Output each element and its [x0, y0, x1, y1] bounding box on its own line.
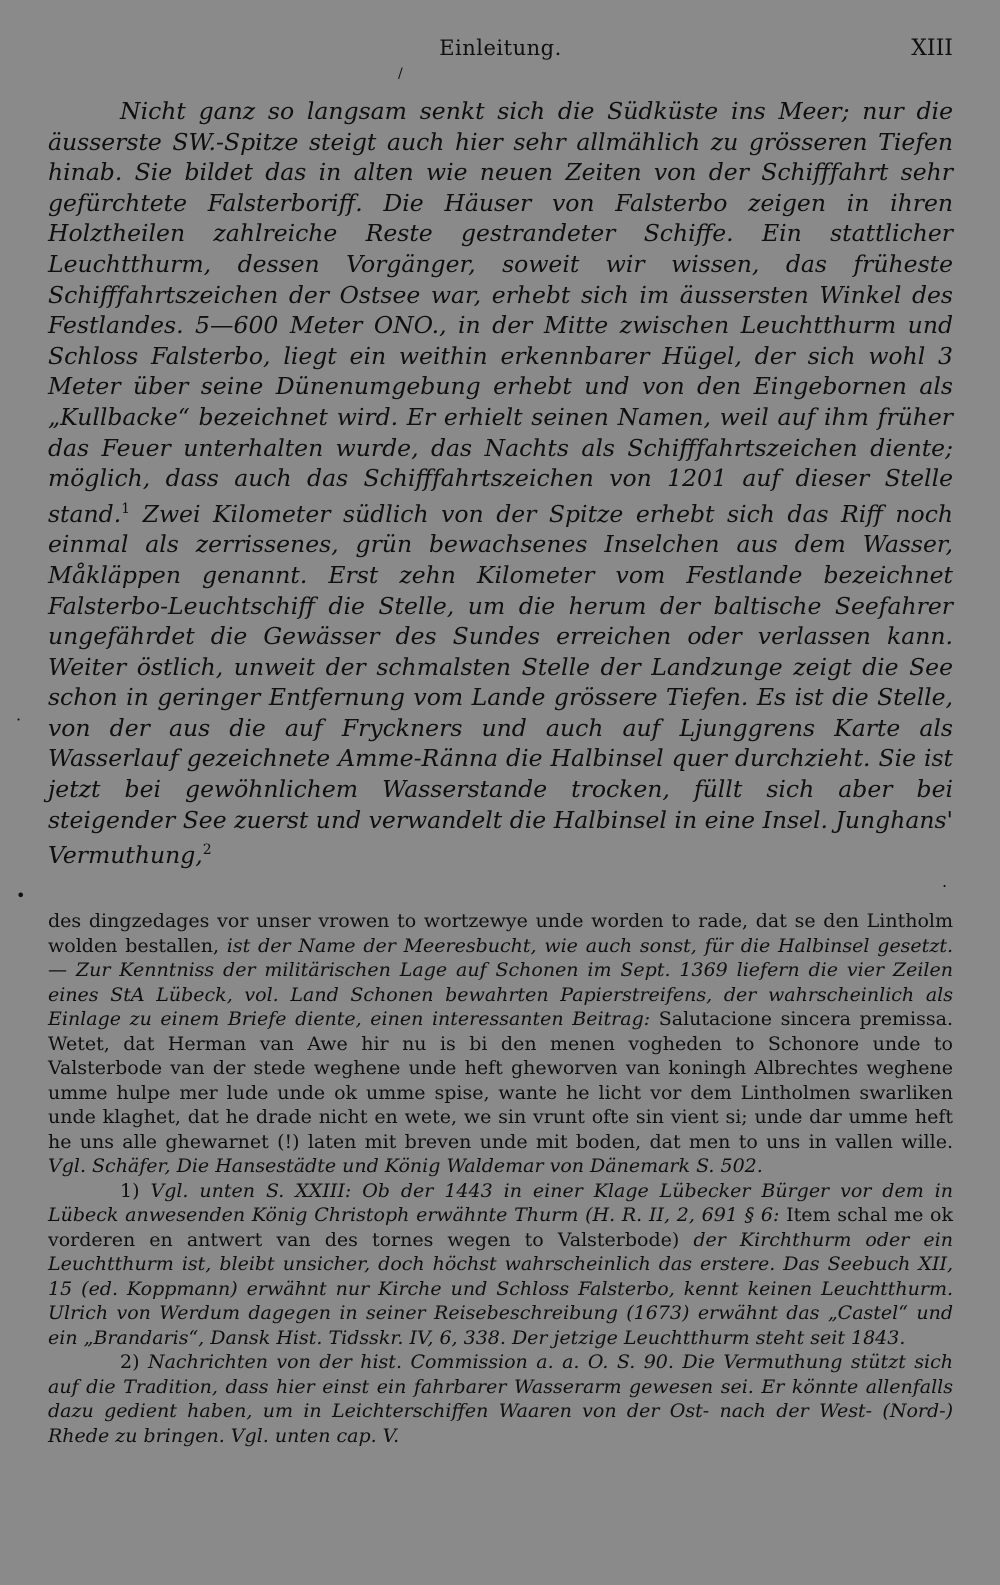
- main-text-part-1: Nicht ganz so langsam senkt sich die Südküste ins Meer; nur die äusserste SW.-Spitze steigt auch hier sehr allmählich zu grösseren Tiefen hinab. Sie bildet das in alten wie neuen Zeiten von der Schifffahrt sehr gefürchtete Falsterboriff. Die Häuser von Falsterbo zeigen in ihren Holztheilen zahlreiche Reste gestrandeter Schiffe. Ein stattlicher Leuchtthurm, dessen Vorgänger, soweit wir wissen, das früheste Schifffahrtszeichen der Ostsee war, erhebt sich im äussersten Winkel des Festlandes. 5—600 Meter ONO., in der Mitte zwischen Leuchtthurm und Schloss Falsterbo, liegt ein weithin erkennbarer Hügel, der sich wohl 3 Meter über seine Dünenumgebung erhebt und von den Eingebornen als „Kullbacke“ bezeichnet wird. Er erhielt seinen Namen, weil auf ihm früher das Feuer unterhalten wurde, das Nachts als Schifffahrtszeichen diente; möglich, dass auch das Schifffahrtszeichen von 1201 auf dieser Stelle stand.: [48, 97, 953, 528]
- footnote-reference-1: Vgl. Schäfer, Die Hansestädte und König Waldemar von Dänemark S. 502.: [48, 1155, 763, 1177]
- footnote-1: [48, 1179, 953, 1351]
- footnote-1-quote: Item schal me ok vorderen en antwert van des tornes wegen to Valsterbode): [48, 1204, 954, 1251]
- footnote-1-text-b: der Kirchthurm oder ein Leuchtthurm ist, bleibt unsicher, doch höchst wahrscheinlich das erstere. Das Seebuch XII, 15 (ed. Koppmann) erwähnt nur Kirche und Schloss Falsterbo, kennt keinen Leuchtthurm. Ulrich von Werdum dagegen in seiner Reisebeschreibung (1673) erwähnt das „Castel“ und ein „Brandaris“, Dansk Hist. Tidsskr. IV, 6, 338. Der jetzige Leuchtthurm steht seit 1843.: [48, 1228, 953, 1349]
- footnote-quote-1: des dingzedages vor unser vrowen to wortzewye unde worden to rade, dat se den Lintholm wolden bestallen,: [48, 910, 953, 957]
- footnote-1-text-a: Vgl. unten S. XXIII: Ob der 1443 in einer Klage Lübecker Bürger vor dem in Lübeck anwesenden König Christoph erwähnte Thurm (H. R. II, 2, 691 § 6:: [48, 1179, 953, 1226]
- stray-mark: /: [398, 66, 403, 82]
- footnote-2-number: 2): [120, 1351, 140, 1373]
- footnote-quote-2: Salutacione sincera premissa. Wetet, dat Herman van Awe hir nu is bi den menen vogheden to Schonore unde to Valsterbode van der stede weghene unde heft gheworven van koningh Albrechtes weghene umme hulpe mer lude unde ok umme spise, wante he licht vor dem Lintholmen swarliken unde klaghet, dat he drade nicht en wete, we sin vrunt ofte sin vient si; unde dar umme heft he uns alle ghewarnet (!) laten mit breven unde mit boden, dat men to uns in vallen wille.: [48, 1008, 953, 1153]
- margin-dot: .: [942, 872, 948, 891]
- footnote-commentary-1: ist der Name der Meeresbucht, wie auch sonst, für die Halbinsel gesetzt. — Zur Kenntniss der militärischen Lage auf Schonen im Sept. 1369 liefern die vier Zeilen eines StA Lübeck, vol. Land Schonen bewahrten Papierstreifens, der wahrscheinlich als Einlage zu einem Briefe diente, einen interessanten Beitrag:: [48, 934, 953, 1030]
- footnote-1-number: 1): [120, 1179, 140, 1202]
- margin-dot: ·: [16, 710, 22, 729]
- footnotes-section: [48, 909, 953, 1448]
- running-header: [48, 36, 953, 70]
- header-title: Einleitung.: [439, 36, 562, 60]
- footnote-continuation: [48, 909, 953, 1179]
- footnote-ref-1[interactable]: 1: [121, 500, 131, 517]
- footnote-2-text: Nachrichten von der hist. Commission a. a. O. S. 90. Die Vermuthung stützt sich auf die Tradition, dass hier einst ein fahrbarer Wasserarm gewesen sei. Er könnte allenfalls dazu gedient haben, um in Leichterschiffen Waaren von der Ost- nach der West- (Nord-) Rhede zu bringen. Vgl. unten cap. V.: [48, 1351, 953, 1447]
- footnote-2: [48, 1350, 953, 1448]
- footnote-ref-2[interactable]: 2: [202, 842, 212, 859]
- margin-dot: •: [16, 886, 26, 905]
- main-paragraph: [48, 96, 953, 871]
- page-number: XIII: [911, 36, 953, 61]
- main-text-part-2: Zwei Kilometer südlich von der Spitze erhebt sich das Riff noch einmal als zerrissenes, grün bewachsenes Inselchen aus dem Wasser, Måkläppen genannt. Erst zehn Kilometer vom Festlande bezeichnet Falsterbo-Leuchtschiff die Stelle, um die herum der baltische Seefahrer ungefährdet die Gewässer des Sundes erreichen oder verlassen kann. Weiter östlich, unweit der schmalsten Stelle der Landzunge zeigt die See schon in geringer Entfernung vom Lande grössere Tiefen. Es ist die Stelle, von der aus die auf Fryckners und auch auf Ljunggrens Karte als Wasserlauf gezeichnete Amme-Ränna die Halbinsel quer durchzieht. Sie ist jetzt bei gewöhnlichem Wasserstande trocken, füllt sich aber bei steigender See zuerst und verwandelt die Halbinsel in eine Insel. Junghans' Vermuthung,: [48, 499, 953, 870]
